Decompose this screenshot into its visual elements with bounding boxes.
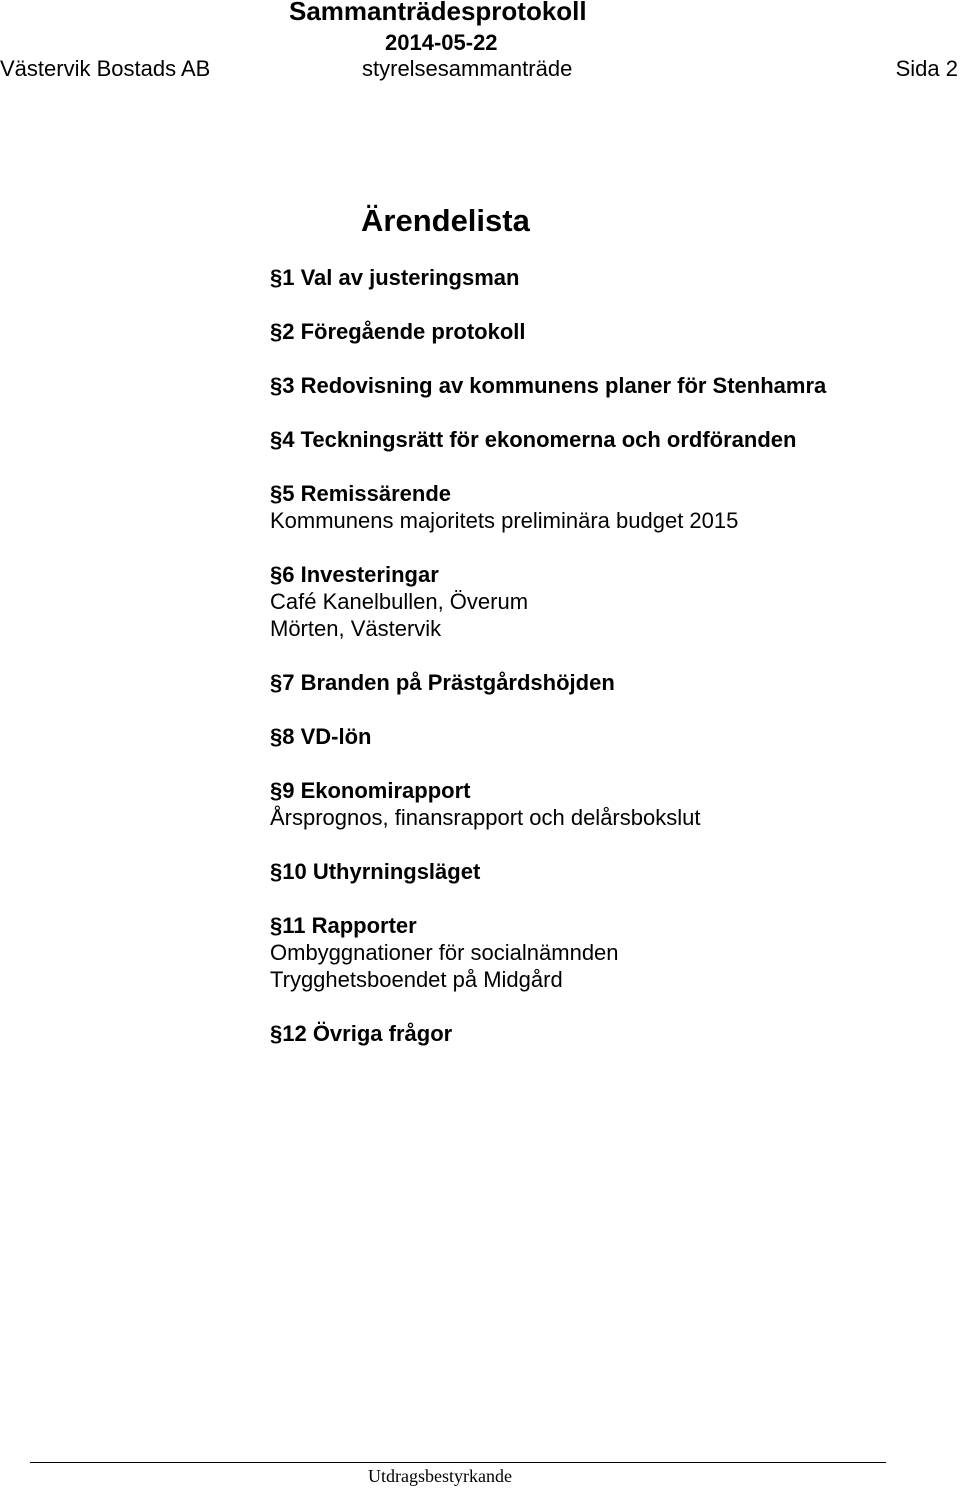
agenda-item-heading: §5 Remissärende — [270, 481, 451, 506]
agenda-item — [270, 426, 826, 453]
agenda-item — [270, 480, 826, 534]
agenda-item-detail: Kommunens majoritets preliminära budget 2015 — [270, 508, 739, 533]
agenda-item — [270, 264, 826, 291]
footer-divider — [30, 1462, 886, 1463]
agenda-item-heading: §2 Föregående protokoll — [270, 319, 526, 344]
agenda-item-heading: §1 Val av justeringsman — [270, 265, 520, 290]
agenda-item — [270, 858, 826, 885]
agenda-item — [270, 777, 826, 831]
agenda-item-heading: §4 Teckningsrätt för ekonomerna och ordföranden — [270, 427, 797, 452]
agenda-item-heading: §7 Branden på Prästgårdshöjden — [270, 670, 615, 695]
meeting-type: styrelsesammanträde — [362, 56, 573, 81]
agenda-item-detail: Årsprognos, finansrapport och delårsbokslut — [270, 805, 701, 830]
meeting-date: 2014-05-22 — [385, 30, 498, 55]
page-number: Sida 2 — [895, 56, 958, 81]
agenda-item — [270, 723, 826, 750]
agenda-item — [270, 372, 826, 399]
page-title: Ärendelista — [361, 203, 530, 238]
agenda-item-heading: §12 Övriga frågor — [270, 1021, 453, 1046]
agenda-item-detail: Trygghetsboendet på Midgård — [270, 967, 563, 992]
agenda-item-heading: §9 Ekonomirapport — [270, 778, 471, 803]
agenda-item — [270, 669, 826, 696]
company-name: Västervik Bostads AB — [0, 56, 211, 81]
agenda-item — [270, 912, 826, 993]
footer-label: Utdragsbestyrkande — [368, 1466, 512, 1486]
agenda-item-heading: §6 Investeringar — [270, 562, 439, 587]
agenda-list — [270, 264, 826, 1074]
agenda-item-heading: §10 Uthyrningsläget — [270, 859, 481, 884]
agenda-item-detail: Café Kanelbullen, Överum — [270, 589, 529, 614]
agenda-item — [270, 561, 826, 642]
agenda-item-heading: §3 Redovisning av kommunens planer för Stenhamra — [270, 373, 827, 398]
document-title: Sammanträdesprotokoll — [289, 0, 587, 26]
agenda-item-detail: Mörten, Västervik — [270, 616, 442, 641]
agenda-item-heading: §8 VD-lön — [270, 724, 372, 749]
agenda-item — [270, 1020, 826, 1047]
agenda-item-detail: Ombyggnationer för socialnämnden — [270, 940, 619, 965]
agenda-item-heading: §11 Rapporter — [270, 913, 417, 938]
agenda-item — [270, 318, 826, 345]
